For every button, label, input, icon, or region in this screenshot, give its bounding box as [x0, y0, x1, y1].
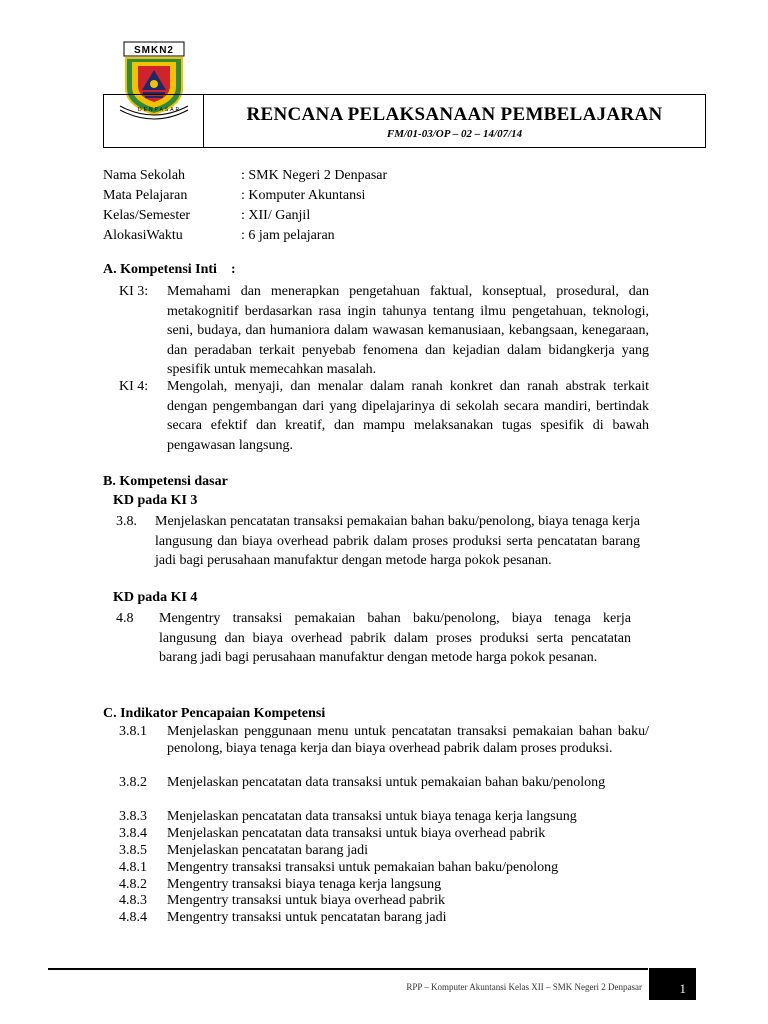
indicator-number: 3.8.3	[119, 809, 147, 824]
ki4-number: KI 4:	[119, 379, 149, 394]
ki3-text: Memahami dan menerapkan pengetahuan faktual, konseptual, prosedural, dan metakognitif berdasarkan rasa ingin tahunya tentang ilmu pengetahuan, teknologi, seni, budaya, dan humaniora dalam wawasan kemanusiaan, kebangsaan, kenegaraan, dan peradaban terkait penyebab fenomena dan kejadian dalam bidangkerja yang spesifik untuk memecahkan masalah.	[167, 284, 649, 377]
info-label: AlokasiWaktu	[103, 228, 183, 243]
info-label: Mata Pelajaran	[103, 188, 188, 203]
document-code: FM/01-03/OP – 02 – 14/07/14	[386, 128, 523, 140]
ki3-number: KI 3:	[119, 284, 149, 299]
info-value: : SMK Negeri 2 Denpasar	[241, 168, 388, 183]
indicator-number: 4.8.4	[119, 910, 147, 925]
info-label: Nama Sekolah	[103, 168, 186, 183]
info-value: : Komputer Akuntansi	[241, 188, 366, 203]
svg-text:SMKN2: SMKN2	[133, 45, 175, 56]
page-number: 1	[649, 968, 696, 1000]
logo-ring-text: DENPASAR	[138, 107, 182, 113]
indicator-number: 3.8.4	[119, 826, 147, 841]
indicator-row	[119, 724, 649, 774]
indicator-number: 4.8.2	[119, 877, 147, 892]
footer-rule	[48, 968, 648, 970]
section-c-title: C. Indikator Pencapaian Kompetensi	[103, 706, 326, 721]
section-a-title: A. Kompetensi Inti :	[103, 262, 236, 277]
section-b-title: B. Kompetensi dasar	[103, 474, 228, 489]
indicator-row	[119, 775, 649, 809]
kd4-number: 4.8	[116, 611, 134, 626]
info-row	[103, 206, 603, 226]
kd4-title: KD pada KI 4	[113, 590, 198, 605]
header-box	[103, 94, 706, 148]
kd4-text: Mengentry transaksi pemakaian bahan baku/penolong, biaya tenaga kerja langusung dan biaya overhead pabrik dalam proses produksi serta pencatatan barang jadi bagi perusahaan manufaktur dengan metode harga pokok pesanan.	[159, 611, 631, 665]
indicator-text: Mengentry transaksi biaya tenaga kerja langsung	[167, 877, 442, 892]
ki4-item	[119, 377, 649, 457]
indicator-text: Mengentry transaksi untuk pencatatan barang jadi	[167, 910, 447, 925]
indicator-number: 3.8.2	[119, 775, 147, 790]
indicator-text: Menjelaskan pencatatan data transaksi untuk pemakaian bahan baku/penolong	[167, 775, 606, 790]
indicator-text: Mengentry transaksi transaksi untuk pemakaian bahan baku/penolong	[167, 860, 559, 875]
footer-text: RPP – Komputer Akuntansi Kelas XII – SMK Negeri 2 Denpasar	[406, 982, 642, 992]
indicator-number: 3.8.5	[119, 843, 147, 858]
info-row	[103, 166, 603, 186]
school-info	[103, 166, 603, 246]
info-row	[103, 226, 603, 246]
kd4-item	[116, 609, 631, 689]
indicator-text: Mengentry transaksi untuk biaya overhead pabrik	[167, 893, 445, 908]
kd3-title: KD pada KI 3	[113, 493, 198, 508]
indicator-text: Menjelaskan pencatatan barang jadi	[167, 843, 368, 858]
kd3-number: 3.8.	[116, 514, 137, 529]
indicator-number: 4.8.3	[119, 893, 147, 908]
info-row	[103, 186, 603, 206]
ki3-item	[119, 282, 649, 382]
ki4-text: Mengolah, menyaji, dan menalar dalam ranah konkret dan ranah abstrak terkait dengan pengembangan dari yang dipelajarinya di sekolah secara mandiri, bertindak secara efektif dan kreatif, dan mampu melaksanakan tugas spesifik di bawah pengawasan langsung.	[167, 379, 649, 453]
kd3-item	[116, 512, 640, 592]
kd3-text: Menjelaskan pencatatan transaksi pemakaian bahan baku/penolong, biaya tenaga kerja langusung dan biaya overhead pabrik dalam proses produksi serta pencatatan barang jadi bagi perusahaan manufaktur dengan metode harga pokok pesanan.	[155, 514, 640, 568]
info-label: Kelas/Semester	[103, 208, 191, 223]
indicator-number: 4.8.1	[119, 860, 147, 875]
info-value: : XII/ Ganjil	[241, 208, 311, 223]
indicator-text: Menjelaskan pencatatan data transaksi untuk biaya overhead pabrik	[167, 826, 546, 841]
info-value: : 6 jam pelajaran	[241, 228, 335, 243]
indicator-text: Menjelaskan pencatatan data transaksi untuk biaya tenaga kerja langsung	[167, 809, 577, 824]
indicator-text: Menjelaskan penggunaan menu untuk pencatatan transaksi pemakaian bahan baku/ penolong, biaya tenaga kerja dan biaya overhead pabrik dalam proses produksi.	[167, 724, 649, 756]
indicator-number: 3.8.1	[119, 724, 147, 739]
document-title: RENCANA PELAKSANAAN PEMBELAJARAN	[246, 104, 663, 125]
